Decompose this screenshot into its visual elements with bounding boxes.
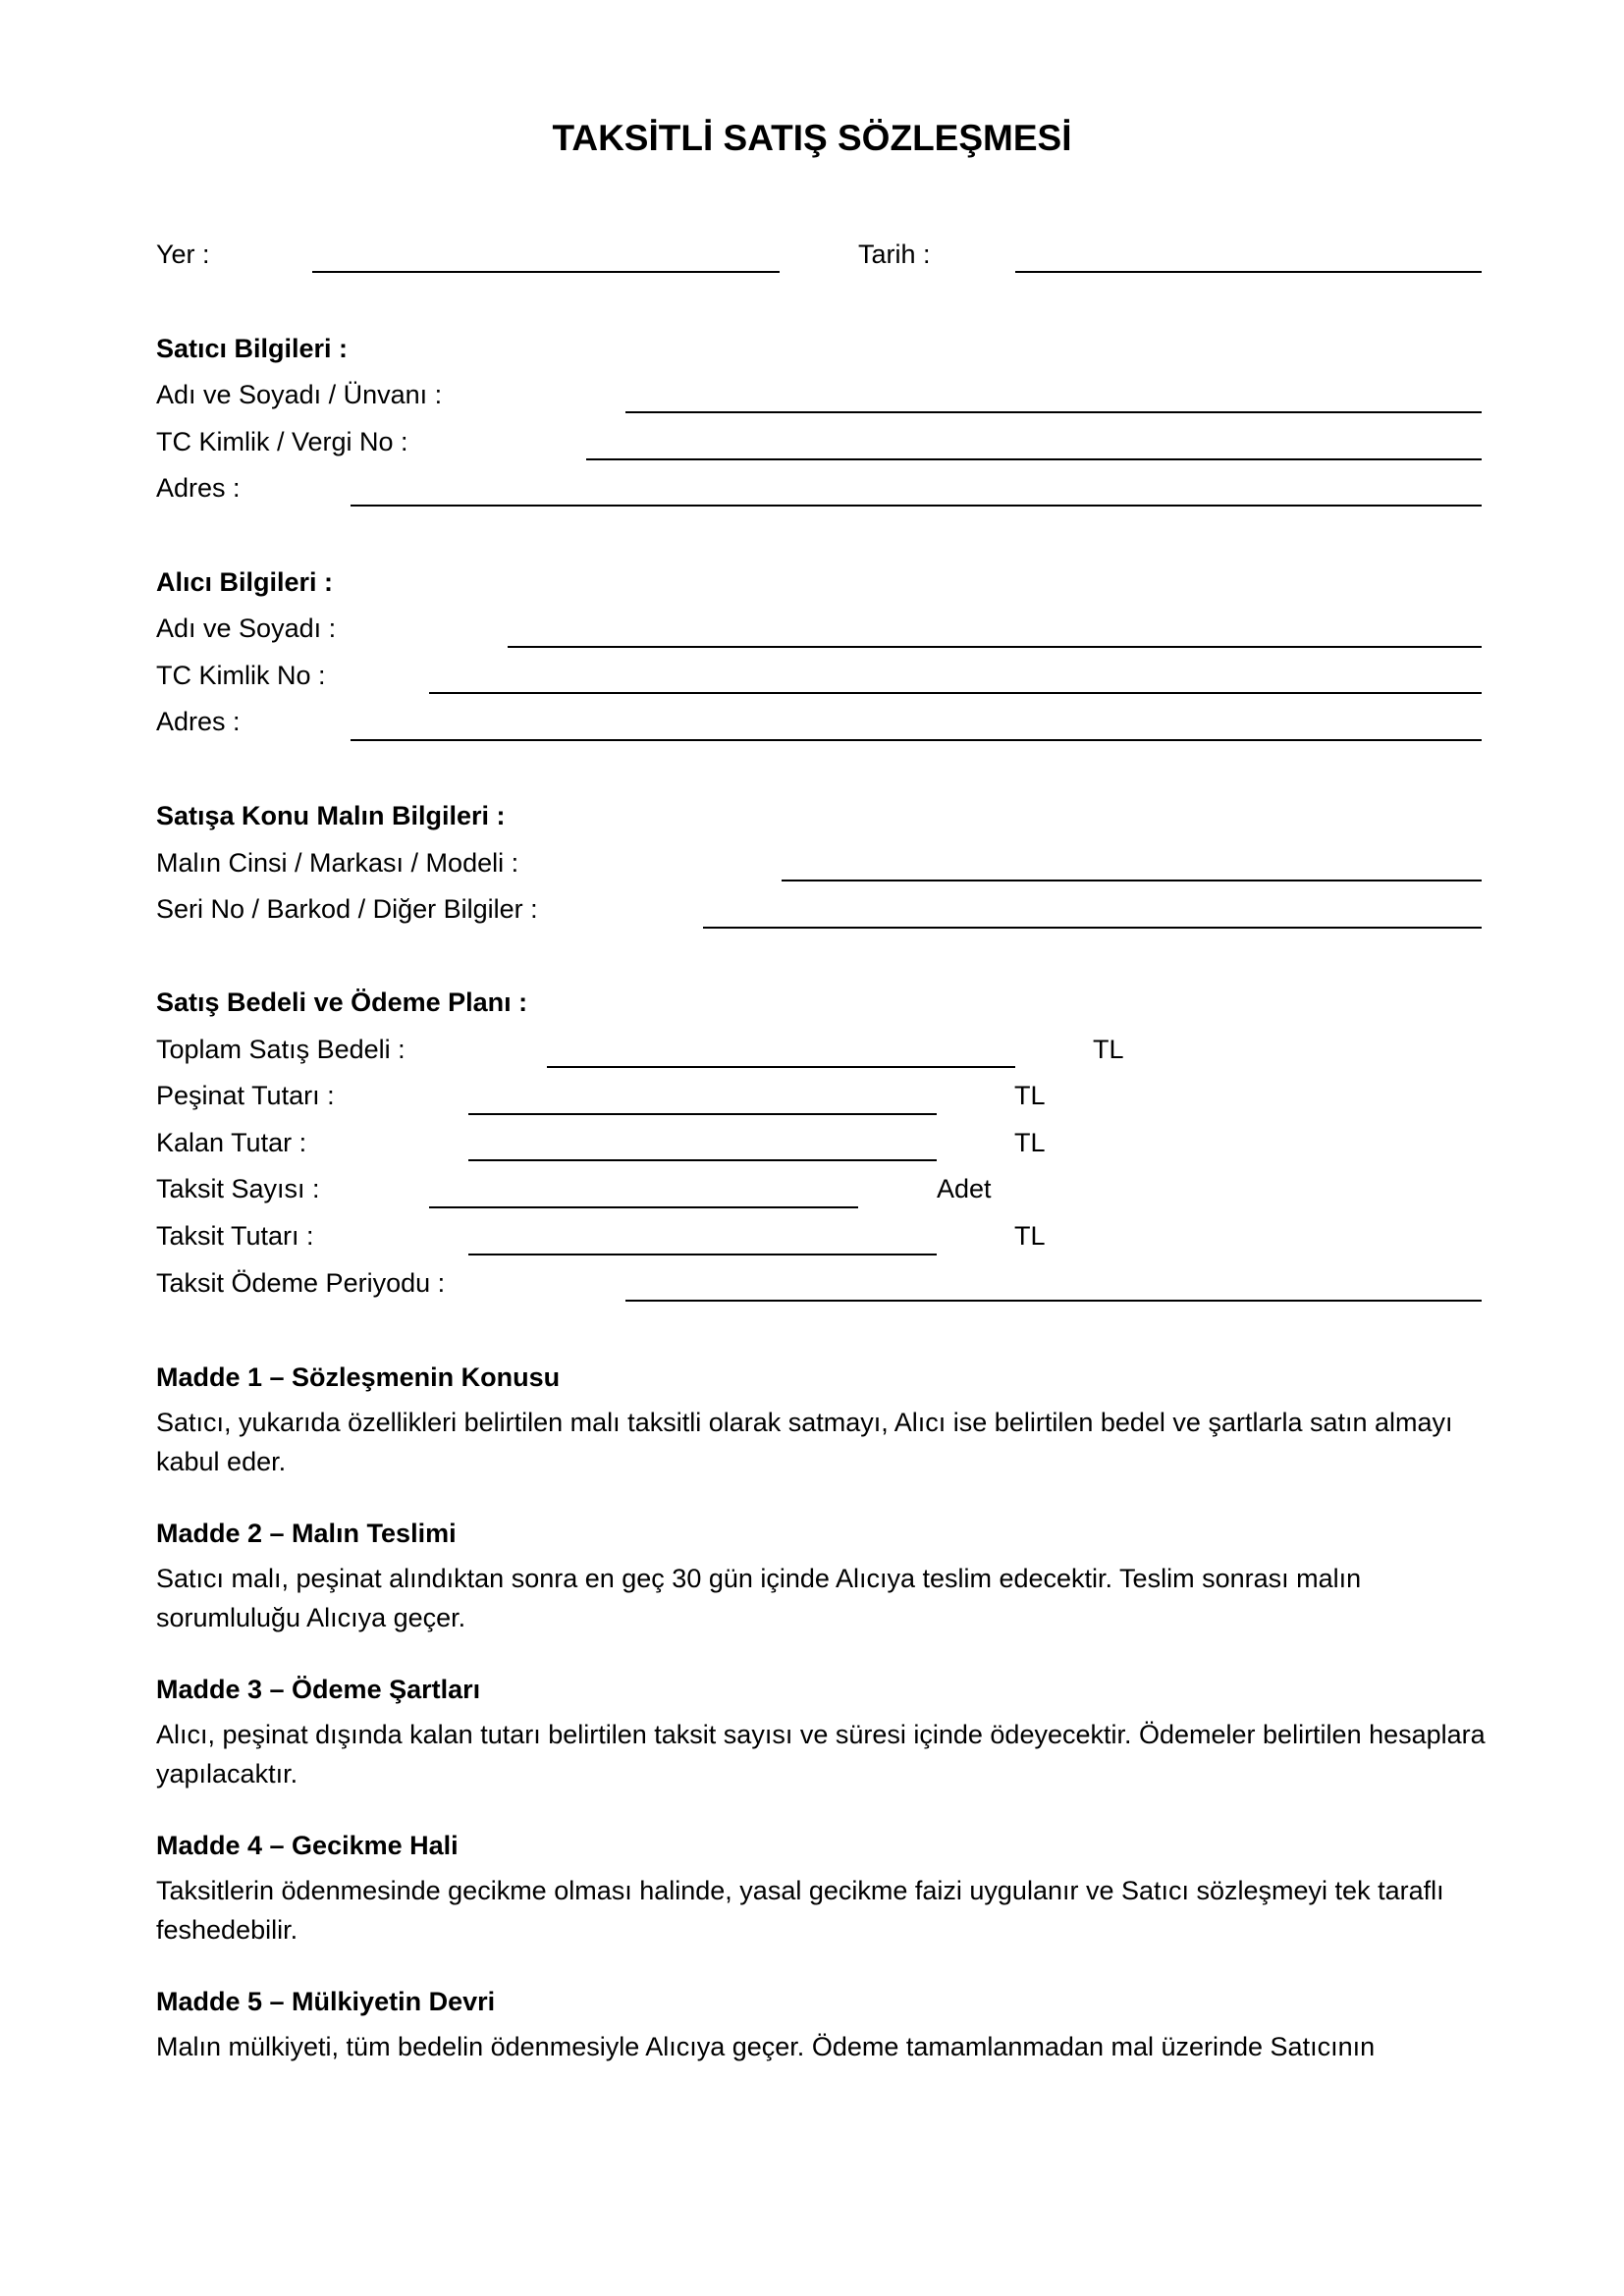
article-5-text: Malın mülkiyeti, tüm bedelin ödenmesiyle Alıcıya geçer. Ödeme tamamlanmadan mal üzerinde Satıcının: [156, 2032, 1376, 2061]
total-price-label: Toplam Satış Bedeli :: [156, 1035, 406, 1064]
article-5-heading: Madde 5 – Mülkiyetin Devri: [156, 1987, 496, 2016]
installment-count-unit: Adet: [937, 1174, 992, 1203]
goods-serial-field[interactable]: [703, 927, 1482, 929]
date-field[interactable]: [1015, 271, 1482, 273]
seller-name-label: Adı ve Soyadı / Ünvanı :: [156, 380, 443, 409]
article-4-heading: Madde 4 – Gecikme Hali: [156, 1831, 459, 1860]
goods-type-field[interactable]: [782, 880, 1482, 881]
down-payment-unit: TL: [1014, 1081, 1046, 1110]
article-3-heading: Madde 3 – Ödeme Şartları: [156, 1675, 481, 1704]
buyer-heading: Alıcı Bilgileri :: [156, 567, 334, 597]
seller-id-field[interactable]: [586, 458, 1482, 460]
seller-address-label: Adres :: [156, 473, 241, 503]
installment-amount-field[interactable]: [468, 1254, 937, 1255]
article-1-heading: Madde 1 – Sözleşmenin Konusu: [156, 1362, 561, 1392]
payment-heading: Satış Bedeli ve Ödeme Planı :: [156, 988, 528, 1017]
seller-id-label: TC Kimlik / Vergi No :: [156, 427, 408, 456]
buyer-address-field[interactable]: [351, 739, 1482, 741]
document-title: TAKSİTLİ SATIŞ SÖZLEŞMESİ: [552, 118, 1072, 158]
buyer-address-label: Adres :: [156, 707, 241, 736]
payment-period-label: Taksit Ödeme Periyodu :: [156, 1268, 446, 1298]
down-payment-label: Peşinat Tutarı :: [156, 1081, 335, 1110]
remaining-field[interactable]: [468, 1159, 937, 1161]
installment-count-field[interactable]: [429, 1206, 858, 1208]
article-1-text: Satıcı, yukarıda özellikleri belirtilen malı taksitli olarak satmayı, Alıcı ise belirtilen bedel ve şartlarla satın almayı kabul eder.: [156, 1408, 1453, 1476]
seller-heading: Satıcı Bilgileri :: [156, 334, 349, 363]
remaining-unit: TL: [1014, 1128, 1046, 1157]
goods-heading: Satışa Konu Malın Bilgileri :: [156, 801, 506, 830]
buyer-id-field[interactable]: [429, 692, 1482, 694]
article-4-text: Taksitlerin ödenmesinde gecikme olması halinde, yasal gecikme faizi uygulanır ve Satıcı sözleşmeyi tek taraflı feshedebilir.: [156, 1876, 1444, 1945]
article-3-text: Alıcı, peşinat dışında kalan tutarı belirtilen taksit sayısı ve süresi içinde ödeyecektir. Ödemeler belirtilen hesaplara yapılacaktır.: [156, 1720, 1486, 1789]
date-label: Tarih :: [858, 240, 931, 269]
article-2-heading: Madde 2 – Malın Teslimi: [156, 1519, 457, 1548]
buyer-id-label: TC Kimlik No :: [156, 661, 326, 690]
seller-address-field[interactable]: [351, 505, 1482, 507]
installment-amount-unit: TL: [1014, 1221, 1046, 1251]
place-field[interactable]: [312, 271, 780, 273]
buyer-name-field[interactable]: [508, 646, 1482, 648]
installment-amount-label: Taksit Tutarı :: [156, 1221, 314, 1251]
remaining-label: Kalan Tutar :: [156, 1128, 307, 1157]
article-2-text: Satıcı malı, peşinat alındıktan sonra en geç 30 gün içinde Alıcıya teslim edecektir. Teslim sonrası malın sorumluluğu Alıcıya geçer.: [156, 1564, 1362, 1632]
installment-count-label: Taksit Sayısı :: [156, 1174, 320, 1203]
goods-type-label: Malın Cinsi / Markası / Modeli :: [156, 848, 519, 878]
seller-name-field[interactable]: [625, 411, 1482, 413]
total-price-field[interactable]: [547, 1066, 1015, 1068]
payment-period-field[interactable]: [625, 1300, 1482, 1302]
goods-serial-label: Seri No / Barkod / Diğer Bilgiler :: [156, 894, 538, 924]
buyer-name-label: Adı ve Soyadı :: [156, 614, 337, 643]
place-label: Yer :: [156, 240, 210, 269]
total-price-unit: TL: [1093, 1035, 1124, 1064]
down-payment-field[interactable]: [468, 1113, 937, 1115]
